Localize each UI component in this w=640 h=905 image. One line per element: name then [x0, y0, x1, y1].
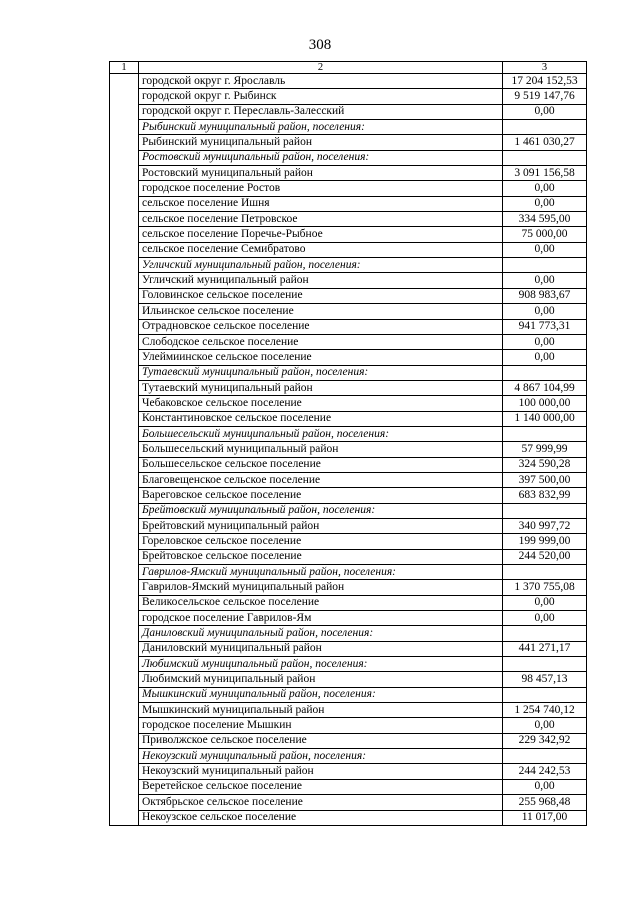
municipality-name: сельское поселение Семибратово — [139, 242, 503, 257]
table-row — [110, 518, 587, 533]
amount-value: 1 140 000,00 — [503, 411, 587, 426]
amount-value: 244 242,53 — [503, 764, 587, 779]
table-row — [110, 304, 587, 319]
municipality-name: городское поселение Ростов — [139, 181, 503, 196]
municipality-name: Слободское сельское поселение — [139, 334, 503, 349]
amount-value: 0,00 — [503, 242, 587, 257]
table-row — [110, 718, 587, 733]
section-header-row — [110, 687, 587, 702]
amount-value: 9 519 147,76 — [503, 89, 587, 104]
amount-value: 100 000,00 — [503, 396, 587, 411]
amount-value: 340 997,72 — [503, 518, 587, 533]
section-title: Любимский муниципальный район, поселения: — [139, 657, 503, 672]
table-row — [110, 350, 587, 365]
municipality-name: Ростовский муниципальный район — [139, 166, 503, 181]
amount-value: 441 271,17 — [503, 641, 587, 656]
amount-value: 0,00 — [503, 334, 587, 349]
amount-value: 941 773,31 — [503, 319, 587, 334]
amount-value — [503, 365, 587, 380]
municipality-name: Ильинское сельское поселение — [139, 304, 503, 319]
municipality-name: городской округ г. Переславль-Залесский — [139, 104, 503, 119]
amount-value: 0,00 — [503, 304, 587, 319]
amount-value: 0,00 — [503, 273, 587, 288]
table-row — [110, 380, 587, 395]
table-row — [110, 227, 587, 242]
amount-value: 334 595,00 — [503, 212, 587, 227]
table-row — [110, 288, 587, 303]
column-header: 2 — [139, 62, 503, 74]
amount-value: 11 017,00 — [503, 810, 587, 825]
amount-value: 0,00 — [503, 779, 587, 794]
municipality-name: Отрадновское сельское поселение — [139, 319, 503, 334]
amount-value — [503, 626, 587, 641]
municipality-name: Угличский муниципальный район — [139, 273, 503, 288]
table-body — [110, 74, 587, 826]
amount-value: 3 091 156,58 — [503, 166, 587, 181]
table-row — [110, 181, 587, 196]
municipality-name: сельское поселение Петровское — [139, 212, 503, 227]
municipality-name: Головинское сельское поселение — [139, 288, 503, 303]
table-row — [110, 74, 587, 89]
table-row — [110, 212, 587, 227]
municipality-name: городской округ г. Ярославль — [139, 74, 503, 89]
column-header: 1 — [110, 62, 139, 74]
amount-value — [503, 503, 587, 518]
table-row — [110, 135, 587, 150]
section-title: Тутаевский муниципальный район, поселения: — [139, 365, 503, 380]
table-row — [110, 411, 587, 426]
amount-value: 0,00 — [503, 350, 587, 365]
amount-value: 1 254 740,12 — [503, 703, 587, 718]
table-row — [110, 641, 587, 656]
municipality-name: Вареговское сельское поселение — [139, 488, 503, 503]
municipality-name: Чебаковское сельское поселение — [139, 396, 503, 411]
municipality-name: Гореловское сельское поселение — [139, 534, 503, 549]
table-row — [110, 580, 587, 595]
amount-value: 57 999,99 — [503, 442, 587, 457]
page-number: 308 — [308, 37, 332, 53]
municipality-name: Тутаевский муниципальный район — [139, 380, 503, 395]
table-row — [110, 810, 587, 825]
column-header: 3 — [503, 62, 587, 74]
municipality-name: городское поселение Мышкин — [139, 718, 503, 733]
municipality-name: Константиновское сельское поселение — [139, 411, 503, 426]
table-row — [110, 472, 587, 487]
amount-value: 908 983,67 — [503, 288, 587, 303]
section-header-row — [110, 749, 587, 764]
amount-value: 244 520,00 — [503, 549, 587, 564]
table-row — [110, 89, 587, 104]
table-row — [110, 534, 587, 549]
municipality-name: сельское поселение Ишня — [139, 196, 503, 211]
amount-value: 0,00 — [503, 611, 587, 626]
section-title: Даниловский муниципальный район, поселения: — [139, 626, 503, 641]
amount-value: 199 999,00 — [503, 534, 587, 549]
section-title: Брейтовский муниципальный район, поселения: — [139, 503, 503, 518]
section-title: Мышкинский муниципальный район, поселения: — [139, 687, 503, 702]
municipality-name: Даниловский муниципальный район — [139, 641, 503, 656]
municipality-name: Брейтовское сельское поселение — [139, 549, 503, 564]
municipality-name: Веретейское сельское поселение — [139, 779, 503, 794]
amount-value: 255 968,48 — [503, 795, 587, 810]
amount-value: 0,00 — [503, 595, 587, 610]
table-row — [110, 242, 587, 257]
amount-value: 98 457,13 — [503, 672, 587, 687]
table-row — [110, 672, 587, 687]
section-header-row — [110, 150, 587, 165]
municipality-name: Гаврилов-Ямский муниципальный район — [139, 580, 503, 595]
table-row — [110, 334, 587, 349]
municipality-name: Брейтовский муниципальный район — [139, 518, 503, 533]
amount-value: 1 461 030,27 — [503, 135, 587, 150]
municipality-name: Рыбинский муниципальный район — [139, 135, 503, 150]
table-row — [110, 488, 587, 503]
municipality-name: Великосельское сельское поселение — [139, 595, 503, 610]
municipality-name: Некоузский муниципальный район — [139, 764, 503, 779]
section-title: Рыбинский муниципальный район, поселения: — [139, 120, 503, 135]
municipality-name: Октябрьское сельское поселение — [139, 795, 503, 810]
amount-value — [503, 258, 587, 273]
section-title: Гаврилов-Ямский муниципальный район, поселения: — [139, 565, 503, 580]
table-row — [110, 196, 587, 211]
section-header-row — [110, 657, 587, 672]
amount-value: 397 500,00 — [503, 472, 587, 487]
table-row — [110, 703, 587, 718]
amount-value — [503, 687, 587, 702]
amount-value — [503, 749, 587, 764]
amount-value: 324 590,28 — [503, 457, 587, 472]
table-row — [110, 779, 587, 794]
table-row — [110, 166, 587, 181]
municipality-name: Любимский муниципальный район — [139, 672, 503, 687]
amount-value: 17 204 152,53 — [503, 74, 587, 89]
section-header-row — [110, 565, 587, 580]
table-row — [110, 549, 587, 564]
section-title: Большесельский муниципальный район, поселения: — [139, 426, 503, 441]
municipality-name: Некоузское сельское поселение — [139, 810, 503, 825]
amount-value: 75 000,00 — [503, 227, 587, 242]
municipality-name: городское поселение Гаврилов-Ям — [139, 611, 503, 626]
amount-value: 0,00 — [503, 181, 587, 196]
amount-value — [503, 565, 587, 580]
table-row — [110, 795, 587, 810]
amount-value: 0,00 — [503, 104, 587, 119]
section-header-row — [110, 503, 587, 518]
table-row — [110, 442, 587, 457]
table-row — [110, 273, 587, 288]
municipality-name: Мышкинский муниципальный район — [139, 703, 503, 718]
amount-value: 0,00 — [503, 718, 587, 733]
amount-value — [503, 150, 587, 165]
section-header-row — [110, 258, 587, 273]
municipality-name: Улеймиинское сельское поселение — [139, 350, 503, 365]
amount-value: 683 832,99 — [503, 488, 587, 503]
section-title: Угличский муниципальный район, поселения: — [139, 258, 503, 273]
municipality-name: Большесельское сельское поселение — [139, 457, 503, 472]
table-row — [110, 764, 587, 779]
table-header-row — [110, 62, 587, 74]
amount-value: 4 867 104,99 — [503, 380, 587, 395]
section-header-row — [110, 365, 587, 380]
table-row — [110, 595, 587, 610]
municipality-name: Большесельский муниципальный район — [139, 442, 503, 457]
table-row — [110, 104, 587, 119]
budget-table — [109, 61, 587, 826]
amount-value — [503, 426, 587, 441]
table-row — [110, 733, 587, 748]
table-row — [110, 611, 587, 626]
amount-value: 229 342,92 — [503, 733, 587, 748]
section-header-row — [110, 426, 587, 441]
number-column-cell — [110, 74, 139, 826]
section-header-row — [110, 626, 587, 641]
section-title: Ростовский муниципальный район, поселения: — [139, 150, 503, 165]
municipality-name: Приволжское сельское поселение — [139, 733, 503, 748]
section-title: Некоузский муниципальный район, поселения: — [139, 749, 503, 764]
municipality-name: Благовещенское сельское поселение — [139, 472, 503, 487]
amount-value — [503, 657, 587, 672]
municipality-name: сельское поселение Поречье-Рыбное — [139, 227, 503, 242]
table-row — [110, 319, 587, 334]
amount-value: 0,00 — [503, 196, 587, 211]
amount-value: 1 370 755,08 — [503, 580, 587, 595]
amount-value — [503, 120, 587, 135]
table-row — [110, 396, 587, 411]
table-row — [110, 457, 587, 472]
section-header-row — [110, 120, 587, 135]
municipality-name: городской округ г. Рыбинск — [139, 89, 503, 104]
